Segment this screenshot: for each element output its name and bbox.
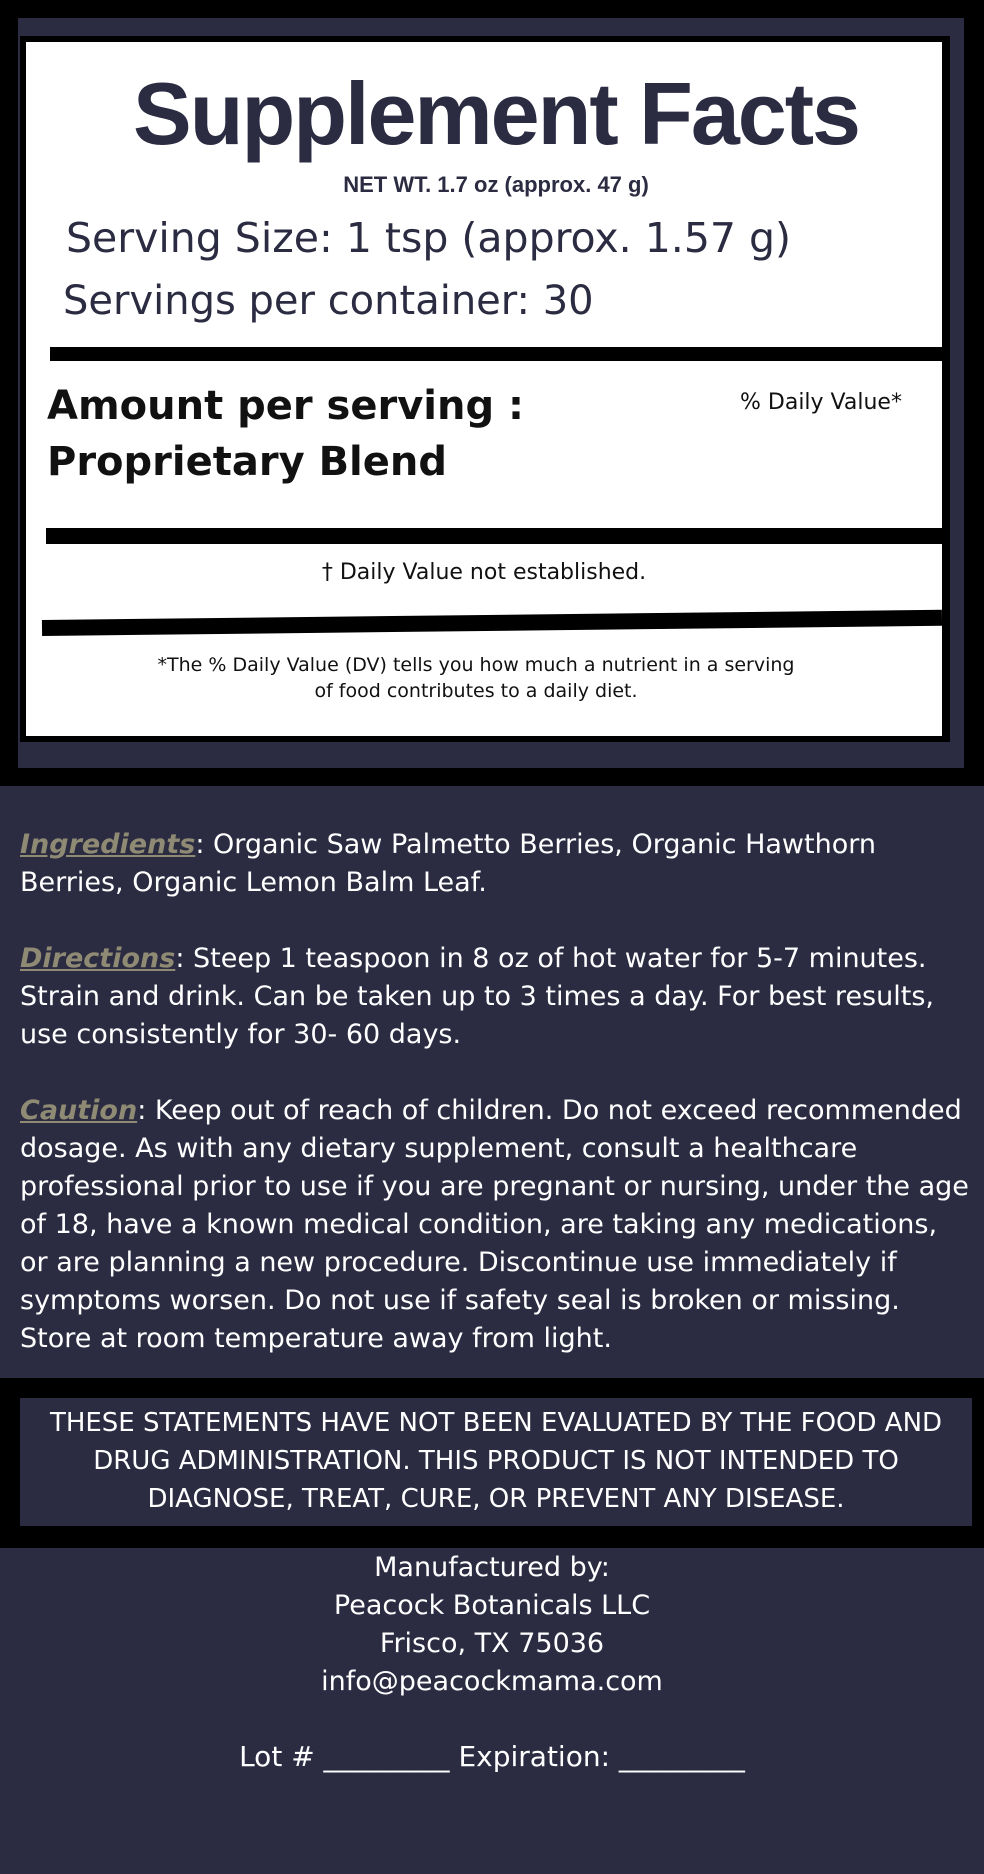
fda-disclaimer: THESE STATEMENTS HAVE NOT BEEN EVALUATED BY THE FOOD AND DRUG ADMINISTRATION. THIS PRODUCT IS NOT INTENDED TO DIAGNOSE, TREAT, CURE, OR PREVENT ANY DISEASE.: [49, 1408, 943, 1514]
servings-per-container: Servings per container: 30: [63, 278, 594, 324]
facts-panel-frame: [0, 0, 984, 786]
lot-expiration-line: Lot # _________ Expiration: _________: [239, 1740, 745, 1773]
net-weight: NET WT. 1.7 oz (approx. 47 g): [343, 172, 649, 197]
directions-text: : Steep 1 teaspoon in 8 oz of hot water for 5-7 minutes. Strain and drink. Can be taken up to 3 times a day. For best results, use consistently for 30- 60 days.: [20, 943, 934, 1050]
manufacturer-block: [0, 1549, 984, 1701]
footnote-line: of food contributes to a daily diet.: [314, 680, 638, 702]
label-text-sections: [20, 826, 970, 1396]
caution-label: Caution: [20, 1095, 138, 1126]
serving-size: Serving Size: 1 tsp (approx. 1.57 g): [66, 214, 792, 262]
caution-text: : Keep out of reach of children. Do not exceed recommended dosage. As with any dietary supplement, consult a healthcare professional prior to use if you are pregnant or nursing, under the age of 18, have a known medical condition, are taking any medications, or are planning a new procedure. Discontinue use immediately if symptoms worsen. Do not use if safety seal is broken or missing. Store at room temperature away from light.: [20, 1095, 969, 1354]
footnote-line: *The % Daily Value (DV) tells you how much a nutrient in a serving: [157, 654, 795, 676]
manufacturer-address: Frisco, TX 75036: [379, 1628, 605, 1659]
daily-value-footnote: [126, 652, 826, 704]
divider-rule: [46, 528, 942, 544]
facts-title: Supplement Facts: [133, 64, 859, 163]
daily-value-header: % Daily Value*: [740, 390, 902, 415]
divider-rule: [42, 610, 942, 636]
ingredients-text: : Organic Saw Palmetto Berries, Organic Hawthorn Berries, Organic Lemon Balm Leaf.: [20, 829, 876, 898]
fda-disclaimer-box: [20, 1398, 972, 1526]
caution-section: [20, 1092, 970, 1358]
ingredients-label: Ingredients: [20, 829, 196, 860]
manufacturer-email: info@peacockmama.com: [321, 1666, 663, 1697]
directions-section: [20, 940, 970, 1054]
manufacturer-heading: Manufactured by:: [374, 1552, 610, 1583]
daily-value-note: † Daily Value not established.: [321, 560, 647, 585]
ingredients-section: [20, 826, 970, 902]
directions-label: Directions: [20, 943, 176, 974]
supplement-facts-panel: [26, 42, 942, 736]
fda-disclaimer-frame: [0, 1378, 984, 1548]
manufacturer-name: Peacock Botanicals LLC: [333, 1590, 651, 1621]
divider-rule: [50, 347, 942, 361]
amount-per-serving-heading: Amount per serving : Proprietary Blend: [47, 383, 525, 485]
